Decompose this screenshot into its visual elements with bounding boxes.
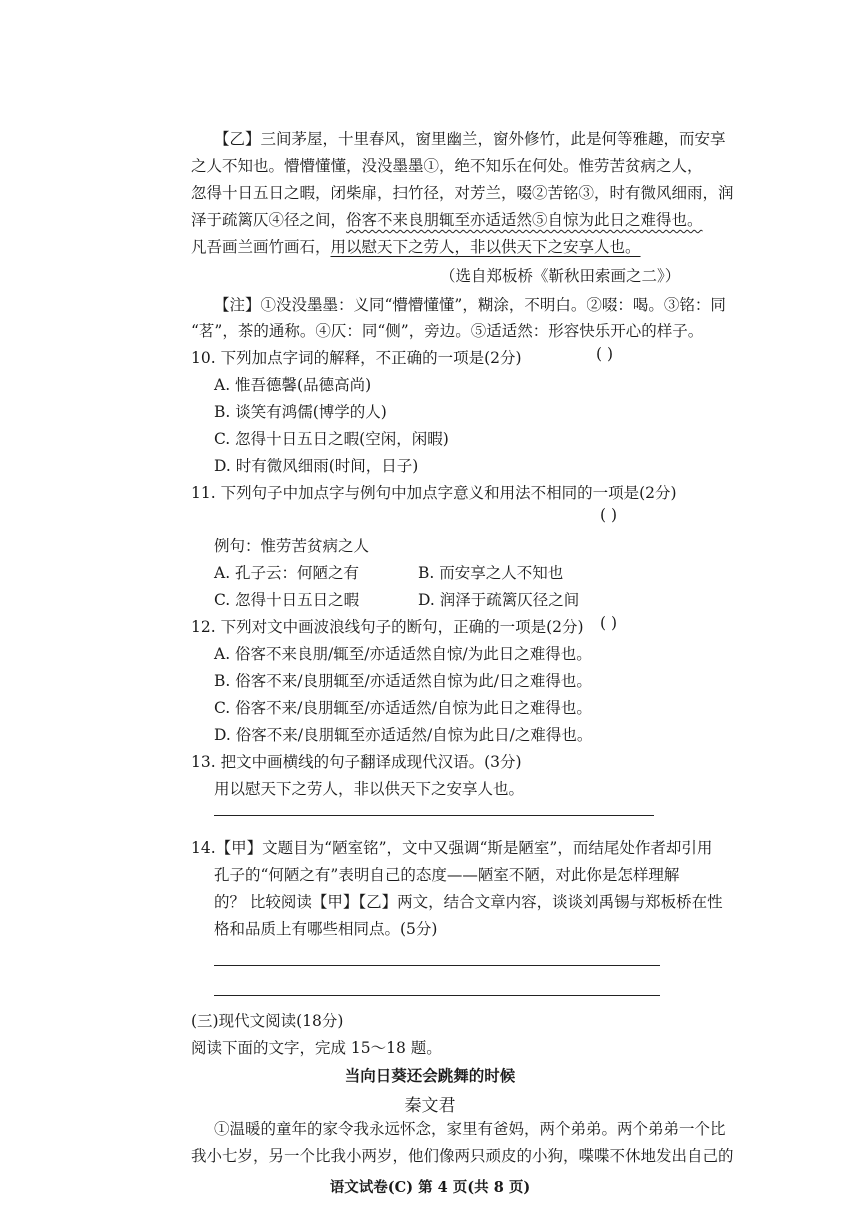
q13-answer-line[interactable]: [214, 815, 654, 816]
q11-stem: 11. 下列句子中加点字与例句中加点字意义和用法不相同的一项是(2分): [191, 484, 677, 502]
passage-line-4: [191, 209, 703, 231]
article-para-1-line-2: 我小七岁，另一个比我小两岁，他们像两只顽皮的小狗，喋喋不休地发出自己的: [191, 1147, 734, 1165]
passage-line-5: [191, 236, 641, 258]
q10-option-a: A. 惟吾德馨(品德高尚): [214, 376, 372, 394]
passage-line-1: 【乙】三间茅屋，十里春风，窗里幽兰，窗外修竹，此是何等雅趣，而安享: [214, 130, 726, 148]
q11-option-a: A. 孔子云：何陋之有: [214, 564, 360, 582]
q12-option-a: A. 俗客不来良朋/辄至/亦适适然自惊/为此日之难得也。: [214, 645, 592, 663]
section-instruction: 阅读下面的文字，完成 15～18 题。: [191, 1039, 442, 1057]
page-footer: 语文试卷(C) 第 4 页(共 8 页): [329, 1179, 531, 1196]
q12-answer-paren: ( ): [600, 614, 618, 632]
passage-line-5-prefix: 凡吾画兰画竹画石，: [191, 238, 331, 256]
q12-option-d: D. 俗客不来/良朋辄至亦适适然/自惊为此日/之难得也。: [214, 726, 593, 744]
q13-stem: 13. 把文中画横线的句子翻译成现代汉语。(3分): [191, 753, 522, 771]
q14-line-4: 格和品质上有哪些相同点。(5分): [214, 920, 438, 938]
q10-answer-paren: ( ): [596, 345, 614, 363]
section-heading: (三)现代文阅读(18分): [191, 1012, 344, 1030]
q11-option-b: B. 而安享之人不知也: [418, 564, 564, 582]
q14-line-2: 孔子的“何陋之有”表明自己的态度——陋室不陋，对此你是怎样理解: [214, 866, 680, 884]
q11-example: 例句：惟劳苦贫病之人: [214, 537, 370, 555]
q11-option-d: D. 润泽于疏篱仄径之间: [418, 591, 580, 609]
notes-line-2: “茗”，茶的通称。④仄：同“侧”，旁边。⑤适适然：形容快乐开心的样子。: [191, 322, 704, 340]
passage-line-2: 之人不知也。懵懵懂懂，没没墨墨①，绝不知乐在何处。惟劳苦贫病之人，: [191, 157, 703, 175]
notes-line-1: 【注】①没没墨墨：义同“懵懵懂懂”，糊涂，不明白。②啜：喝。③铭：同: [214, 296, 726, 314]
underlined-sentence: 用以慰天下之劳人，非以供天下之安享人也。: [330, 238, 641, 256]
q11-option-c: C. 忽得十日五日之暇: [214, 591, 360, 609]
q10-stem: 10. 下列加点字词的解释，不正确的一项是(2分): [191, 349, 522, 367]
article-para-1-line-1: ①温暖的童年的家令我永远怀念，家里有爸妈，两个弟弟。两个弟弟一个比: [214, 1120, 726, 1138]
q10-option-d: D. 时有微风细雨(时间，日子): [214, 457, 419, 475]
q12-option-b: B. 俗客不来/良朋辄至/亦适适然自惊为此/日之难得也。: [214, 672, 592, 690]
q10-option-c: C. 忽得十日五日之暇(空闲，闲暇): [214, 430, 449, 448]
article-title: 当向日葵还会跳舞的时候: [344, 1067, 516, 1085]
q14-answer-line-1[interactable]: [214, 965, 660, 966]
passage-source: （选自郑板桥《靳秋田索画之二》）: [440, 267, 681, 285]
q14-answer-line-2[interactable]: [214, 995, 660, 996]
q13-sentence: 用以慰天下之劳人，非以供天下之安享人也。: [214, 780, 525, 798]
q12-option-c: C. 俗客不来/良朋辄至/亦适适然/自惊为此日之难得也。: [214, 699, 592, 717]
article-author: 秦文君: [404, 1096, 456, 1116]
q11-answer-paren: ( ): [600, 506, 618, 524]
q14-line-3: 的？ 比较阅读【甲】【乙】两文，结合文章内容，谈谈刘禹锡与郑板桥在性: [214, 893, 723, 911]
q10-option-b: B. 谈笑有鸿儒(博学的人): [214, 403, 387, 421]
q12-stem: 12. 下列对文中画波浪线句子的断句，正确的一项是(2分): [191, 618, 584, 636]
wavy-underlined-sentence: 俗客不来良朋辄至亦适适然⑤自惊为此日之难得也。: [346, 211, 703, 229]
q14-line-1: 14.【甲】文题目为“陋室铭”，文中又强调“斯是陋室”，而结尾处作者却引用: [191, 839, 713, 857]
passage-line-3: 忽得十日五日之暇，闭柴扉，扫竹径，对芳兰，啜②苦铭③，时有微风细雨，润: [191, 184, 734, 202]
passage-line-4-prefix: 泽于疏篱仄④径之间，: [191, 211, 347, 229]
